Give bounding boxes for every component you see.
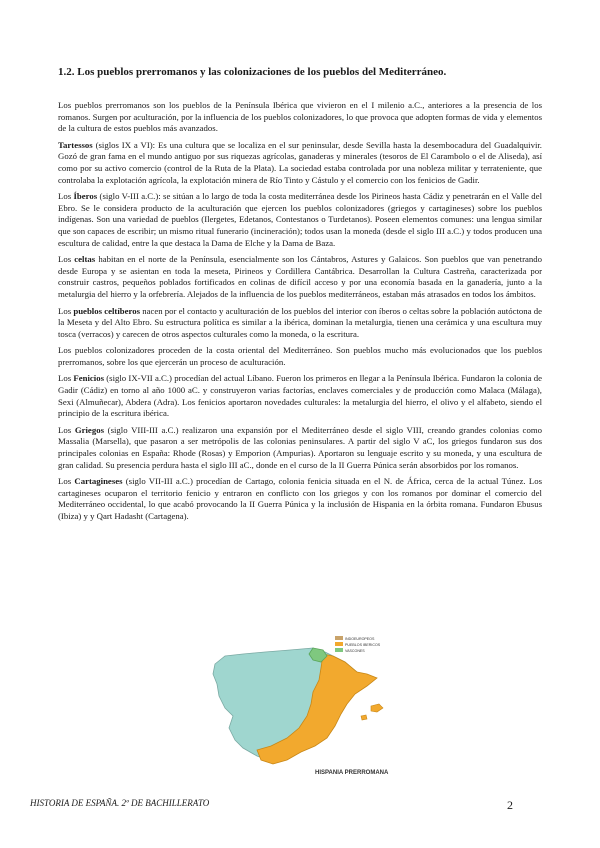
term-cartagineses: Cartagineses (74, 476, 123, 487)
paragraph-colonizadores: Los pueblos colonizadores proceden de la costa oriental del Mediterráneo. Son pueblos mucho más evolucionados que los pueblos prerromanos, sobre los que ejercerán un proceso de aculturación. (58, 345, 542, 367)
term-tartessos: Tartessos (58, 139, 93, 150)
term-celtiberos: pueblos celtíberos (73, 305, 141, 316)
intro-paragraph: Los pueblos prerromanos son los pueblos de la Península Ibérica que vivieron en el I milenio a.C., anteriores a la presencia de los romanos. Surgen por aculturación, por la influencia de los pueblos colonizadores, lo que provoca que adopten formas de vida y elementos de la cultura de estos pueblos más avanzados. (58, 100, 542, 134)
hispania-map (195, 634, 395, 779)
term-celtas: celtas (74, 254, 96, 265)
paragraph-tartessos: Tartessos (siglos IX a VI): Es una cultura que se localiza en el sur peninsular, desde Sevilla hasta la desembocadura del Guadalquivir. Gozó de gran fama en el mundo antiguo por sus riquezas agrícolas, ganaderas y minerales (tesoros de El Carambolo o el de Aliseda), así como por su activo comercio (control de la Ruta de la Plata). La sociedad estaba controlada por una nobleza militar y terrateniente, que controlaba la explotación agrícola, la explotación minera de Río Tinto y Cástulo y el comercio con los fenicios de Gadir. (58, 139, 542, 185)
term-fenicios: Fenicios (73, 373, 104, 384)
legend-indoeuropeos: INDOEUROPEOS (345, 637, 375, 641)
legend-swatch-vascones (335, 648, 343, 652)
legend-ibericos: PUEBLOS IBERICOS (345, 643, 381, 647)
paragraph-iberos: Los Íberos (siglo V-III a.C.): se sitúan a lo largo de toda la costa mediterránea desde los Pirineos hasta Cádiz y penetrarán en el Valle del Ebro. Se le considera producto de la aculturación que ejercen los pueblos colonizadores (griegos y cartagineses) sobre los pueblos indígenas. Son una variedad de pueblos (Ilergetes, Edetanos, Contestanos o Turdetanos). Poseen elementos comunes: una lengua similar que son capaces de escribir; un mismo ritual funerario (incineración); todos usan la moneda (desde el siglo III a.C.) y todos producen una escultura de calidad, entre la que destaca la Dama de Elche y la Dama de Baza. (58, 191, 542, 248)
footer: HISTORIA DE ESPAÑA. 2º DE BACHILLERATO (30, 798, 210, 808)
paragraph-cartagineses: Los Cartagineses (siglo VII-III a.C.) procedían de Cartago, colonia fenicia situada en el N. de África, cerca de la actual Túnez. Los cartagineses ocuparon el territorio fenicio y entraron en conflicto con los griegos y con los romanos por dominar el comercio del Mediterráneo occidental, lo que acabó provocando la II Guerra Púnica y la inclusión de Hispania en la órbita romana. Fundaron Ebusus (Ibiza) y y Qart Hadasht (Cartagena). (58, 476, 542, 521)
map-legend (335, 636, 381, 653)
paragraph-griegos: Los Griegos (siglo VIII-III a.C.) realizaron una expansión por el Mediterráneo desde el siglo VIII, creando grandes colonias como Massalia (Marsella), que pasaron a ser metrópolis de las colonias peninsulares. A partir del siglo V aC, los griegos fundaron sus dos principales colonias en España: Rhode (Rosas) y Emporion (Ampurias). Aportaron su lenguaje escrito y su moneda, y una escultura de gran calidad. Su presencia perdura hasta el siglo III aC., donde en el curso de la II Guerra Púnica serán absorbidos por los romanos. (58, 424, 543, 470)
term-griegos: Griegos (74, 424, 104, 435)
legend-vascones: VASCONES (345, 649, 365, 653)
paragraph-celtas: Los celtas habitan en el norte de la Península, esencialmente son los Cántabros, Astures y Galaicos. Son pueblos que van penetrando desde Europa y se asientan en toda la meseta, Pirineos y Cordillera Cantábrica. Desarrollan la Cultura Castreña, caracterizada por construir castros, pequeños poblados fortificados en colinas de difícil acceso y por una economía basada en la ganadería, junto a la metalurgia del hierro y la orfebrería. Alejados de la influencia de los pueblos mediterráneos, estaban más atrasados en todos los ámbitos. (58, 254, 542, 299)
term-iberos: Íberos (73, 191, 98, 202)
map-balearic-islands (361, 704, 383, 720)
paragraph-fenicios: Los Fenicios (siglo IX-VII a.C.) procedían del actual Líbano. Fueron los primeros en llegar a la Península Ibérica. Fundaron la colonia de Gadir (Cádiz) en torno al año 1000 aC. y construyeron varias factorías, enclaves comerciales y de producción como Malaca (Málaga), Sexi (Almuñecar), Abdera (Adra). Los fenicios aportaron novedades culturales: la metalurgia del hierro, el olivo y el alfabeto, siendo el principio de la escritura ibérica. (58, 373, 543, 419)
map-caption: HISPANIA PRERROMANA (315, 770, 389, 776)
section-title: 1.2. Los pueblos prerromanos y las colonizaciones de los pueblos del Mediterráneo. (58, 66, 447, 78)
paragraph-celtiberos: Los pueblos celtíberos nacen por el contacto y aculturación de los pueblos del interior con íberos o celtas sobre la población autóctona de la Meseta y del Alto Ebro. Su estructura política es similar a la ibérica, dominan la metalurgia, tienen una cerámica y una escultura muy tosca (verracos) y carecen de otros aspectos culturales como la moneda, o la escritura. (58, 305, 543, 339)
page-number: 2 (507, 798, 513, 812)
legend-swatch-ibericos (335, 642, 343, 646)
body-text (58, 100, 542, 528)
legend-swatch-indoeuropeos (335, 636, 343, 640)
